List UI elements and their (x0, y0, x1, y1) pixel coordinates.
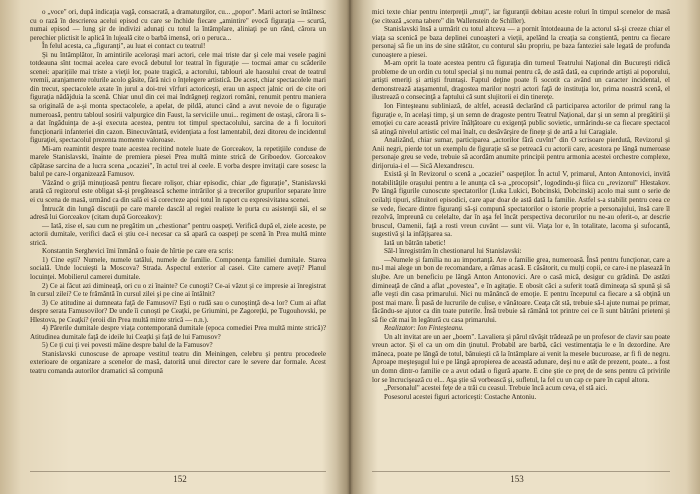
paragraph: Şi nu întâmplător, în amintirile acelorași mari actori, cele mai triste dar şi cele mai vesele pagini totdeauna sînt tocmai acelea care evocă debutul lor teatral în figuraţie — tocmai amar cu scăderile scenei: aparițiile mai triste a vieţii lor, poate tragică, a actorului, tablouri ale haosului creat de teatrul vremii, aranjamente rolurile acolo găsite, fără nici o înţelegere artistică. De acest, chiar spectacolele mari din trecut, spectacolele axate în jurul a doi-trei vîrfuri actoriceşti, erau un aspect jalnic ori de cite ori figuraţia nădăjduia la scenă. Chiar unul din cei mai îndrăgneţi regizori români, renumit pentru maniera sa originală de a-şi monta spectacolele, a apelat, de pildă, atunci când a avut nevoie de o figuraţie numeroasă, pentru tabloul sosirii valpurgice din Faust, la serviciile unui... regiment de ostaşi, cărora li s-a dat îngăduinţa de a-şi executa acestea, pentru tot timpul spectacolului, sarcina de a fi locuitori funcţionarii infanteriei din cazon. Binecuvântată, evidenţiata a fost lamentabil, dezi ditoreu de incidentul figuraţiei, spectacolul prezenta momente valoroase. (30, 50, 326, 145)
paragraph: Văzând o grijă minuţioasă pentru fiecare rolişor, chiar episodic, chiar „de figuraţie", Stanislavski arată că regizorul este obligat să-şi pregătească scheme intrărilor şi a trecerilor grupurilor separate între ei cu scena de masă, urmând ca din sală ei să corecteze apoi totul în raport cu expresivitatea scenei. (30, 178, 326, 205)
paragraph: M-am oprit la toate acestea pentru că figuraţia din turneul Teatrului Naţional din Bucureşti ridică probleme de un ordin cu totul special şi nu numai pentru că, de astă dată, ea cuprinde artişti ai poporului, artişti emeriţi şi artişti fruntaşi. Faptul deţine poate fi socotit ca având un caracter incidental, el demonstrează ataşamentul, dragostea marilor noştri actori faţă de instituţia lor, prima noastră scenă, el ilustrează o consecinţă a faptului că sunt slujitorii ei din tinereţe. (372, 59, 670, 102)
questionnaire-item: 2) Ce ai făcut azi dimineaţă, ori cu o zi înainte? Ce cunoşti? Ce-ai văzut şi ce impresie ai înregistrat în cursul zilei? Ce te frământă în cursul zilei şi pe cine ai întâlnit? (30, 281, 326, 299)
paragraph: Analizând, chiar sumar, participarea „actorilor fără cuvînt" din O scrisoare pierdută, Revizorul şi Anii negri, pierde tot un exemplu de figuraţie să se petreacă cu actorii care, acestora pe lângă numeroase personaje greu se vede, trebuie să acordăm anumite principii pentru armonia acestei orchestre complexe, dirijoruia-i el — Sică Alexandrescu. (372, 136, 670, 170)
page-number-right: 153 (510, 474, 524, 484)
page-number-left: 152 (173, 474, 187, 484)
paragraph: — Iată, zise el, sau cum ne pregătim un „chestionar" pentru oaspeţi. Verifică după el, ziele aceste, pe actorii dumitale, verifici dacă ei ştiu ce-i necesar ca să apară ca oaspeţi pe scenă în Prea multă minte strică. (30, 221, 326, 247)
paragraph: Stanislavski cunoscuse de aproape vestitul teatru din Meiningen, celebru şi pentru procedeele exterioare de organizare a scenelor de masă, datorită unui director care le severe dar formale. Acest teatru comanda autorilor dramatici să compună (30, 349, 326, 375)
paragraph: Întrucât din lungă discuţii pe care marele dascăl al regiei realiste le purta cu asistenţii săi, el se adresă lui Gorceakov (citam după Gorceakov): (30, 204, 326, 222)
paragraph: Mi-am reamintit despre toate acestea recitind notele luate de Gorceakov, la repetiţiile conduse de marele Stanislavski, înainte de premiera piesei Prea multă minte strică de Griboedov. Gorceakov căpătase sarcina de a lucra scena „ocaziei", în actul trei al ceele. E vorba despre invitaţii care sosesc la balul pe care-l organizează Famusov. (30, 144, 326, 179)
right-page (350, 0, 700, 494)
footer-rule (372, 471, 670, 472)
paragraph: Ion Finteşteanu subliniază, de altfel, această declarând că participarea actorilor de primul rang la figuraţie e, în acelaşi timp, şi un semn de dragoste pentru Teatrul Naţional, dar şi un semn al pregătirii şi emoţiei cu care această privire înălţătoare cu exigenţă public sovietic, urmărindu-se ca fiecare spectacol să atingă nivelul artistic cel mai înalt, cu desăvârşire de fineţe şi de artă a lui Caragiale. (372, 102, 670, 136)
questionnaire-item: 5) Ce ţi cui ţi vei povesti mâine despre balul de la Famusov? (42, 341, 213, 350)
right-page-body (372, 8, 670, 401)
questionnaire-item: 1) Cine eşti? Numele, numele tatălui, numele de familie. Componenţa familiei dumitale. Starea socială. Unde locuieşti la Moscova? Strada. Aspectul exterior al casei. Cite camere aveţi? Planul locuinţei. Mobilierul camerei dumitale. (30, 255, 326, 281)
paragraph: Konstantin Serghevici îmi înmână o foaie de hîrtie pe care era scris: (42, 247, 234, 256)
paragraph: Săl-l înregistrăm în chestionarul lui Stanislavski: (384, 247, 522, 256)
paragraph: Există şi în Revizorul o scenă a „ocaziei" oaspeţilor. În actul V, primarul, Anton Antonovici, invită notabilităţile oraşului pentru a le anunţa că s-a „procopsit", logodindu-şi fiica cu „revizorul" Hlestakov. Pe lângă figurile cunoscute spectatorilor (Luka Lukici, Bobcinski, Dobcinski) acolo mai sunt o serie de ceilalţi tipuri, sfătuitori episodici, care apar doar de astă dată la familie. Astfel s-a stabilit pentru ceea ce se vede, fiecare dintre figuranţi să-şi compună spectatorilor o istorie proprie a personajului, însă care îl rezolvă, împreună cu celelalte, dar în aşa fel încât perspectiva decorurilor nu ne-au oferit-o, ar descrie bruscul, Oamenii, faţă a rosti vreun cuvânt — sunt vii. Viaţa lor e, în totalitate, lacoma şi sufocantă, sugestivă şi la infăţişarea sa. (372, 170, 670, 239)
realizator-credit: Realizator: Ion Finteşteanu. (384, 324, 464, 333)
paragraph: „Personalul" acestei feţe de a trăi cu ceasul. Trebuie încă acum ceva, el stă aici. (384, 384, 608, 393)
paragraph: Iată un bătrân tabetic! (384, 238, 446, 247)
questionnaire-item: 4) Părerile dumitale despre viaţa contemporană dumitale (epoca comediei Prea multă minte strică)? Atitudinea dumitale faţă de ideile lui Ceaţki şi faţă de lui Famusov? (30, 324, 326, 341)
paragraph: În felul acesta, ca „figuranţi", au luat ei contact cu teatrul! (42, 42, 206, 51)
paragraph: —Numele şi familia nu au importanţă. Are o familie grea, numeroasă. Însă pentru funcţionar, care a nu-l mai alege un bon de recomandare, a rămas acasă. E căsătorit, cu mulţi copii, ce care-i ne plasează în slujbe. Are un beneficiu pe lângă Anton Antonovici. Are o casă mică, desigur cu grădină. De astăzi dimineaţă de când a aflat „povestea", e în agitaţie. E obosit căci a suferit toată dimineaţa să spună şi să afle veşti din casa primarului. Nici nu mănâncă de emoţie. E pentru începutul ca fiecare a să obţină un post mai mare. Îi pasă de lucrurile de culise, e vânătoare. Ceaţa cât stă, trebuie să-l ajute numai pe primar, făcându-se ajutor ca din toate puterile. Însă trebuie să rămână tot printre cei ce îi sunt bătrâni prieteni şi să fie cât mai în legătură cu casa primarului. (372, 255, 670, 324)
paragraph: Un alt invitat are un aer „boem". Lavaliera şi părul răvăşit trădează pe un profesor de clavir sau poate vreun actor. Şi el ca un om din ţinutul. Probabil are barbă, căci vestimentaţia le e în dezordine. Are mâneca, poate pe lângă de totul, bănuieşti că la întâmplare ai venit la mesele bucuroase, ar fi fi de negru. Aproape meşteşugul lui e pe lângă apropierea de această adunare, deşi nu e atât de prezent, poate... a fost un domn dintr-o familie ce a avut odată o figură aparte. E cine ştie ce preţ de de sens pentru că privirile lor se încrucişează cu el... Aşa ştie să vorbească şi, sufletul, la fel cu un cap ce pare în capul altora. (372, 332, 670, 384)
footer-rule (30, 471, 326, 472)
paragraph: Posesorul acestei figuri actoriceşti: Costache Antoniu. (384, 392, 537, 401)
paragraph: Stanislavski însă a urmărit cu totul altceva — a pornit întotdeauna de la actorul să-şi creeze chiar el viaţa sa scenică pe baza deplinei cunoaşteri a vieţii, apelând la creaţia sa conştientă, pentru ca fiecare personaj să fie un ins de sine stătător, cu conturul său propriu, pe baza fanteziei sale legată de profunda cunoaştere a piesei. (372, 25, 670, 59)
questionnaire-item: 3) Ce atitudine ai dumneata faţă de Famusovi? Eşti o rudă sau o cunoştinţă de-a lor? Cum ai aflat despre serata Famusovilor? De unde îi cunoşti pe Ceaţki, pe Griumini, pe Zagoreţki, pe Tugouhovski, pe Hlestova, pe Ceaţki? (eroii din Prea multă minte strică — n.n.). (30, 298, 326, 324)
paragraph: o „voce" ori, după indicaţia vagă, consacrată, a dramaturgilor, cu... „popor". Marii actori se întâlnesc cu o rază în descrierea acelui episod cu care se închide fiecare „amintire" evocă figuraţia — scurtă, numai episod — lung şir de indivizi adunaţi cu totul la întâmplare, aliniaţi pe un rând, cărora un perechier plictisit le aplică în lujeală cite o barbă imensă, ori o peruca... (30, 8, 326, 42)
left-page-body (30, 8, 326, 376)
paragraph: mici texte chiar pentru interpreţii „muţi", iar figuranţii debitau aceste roluri în timpul scenelor de masă (se citează „scena tabere" din Wallenstein de Schiller). (372, 8, 670, 25)
